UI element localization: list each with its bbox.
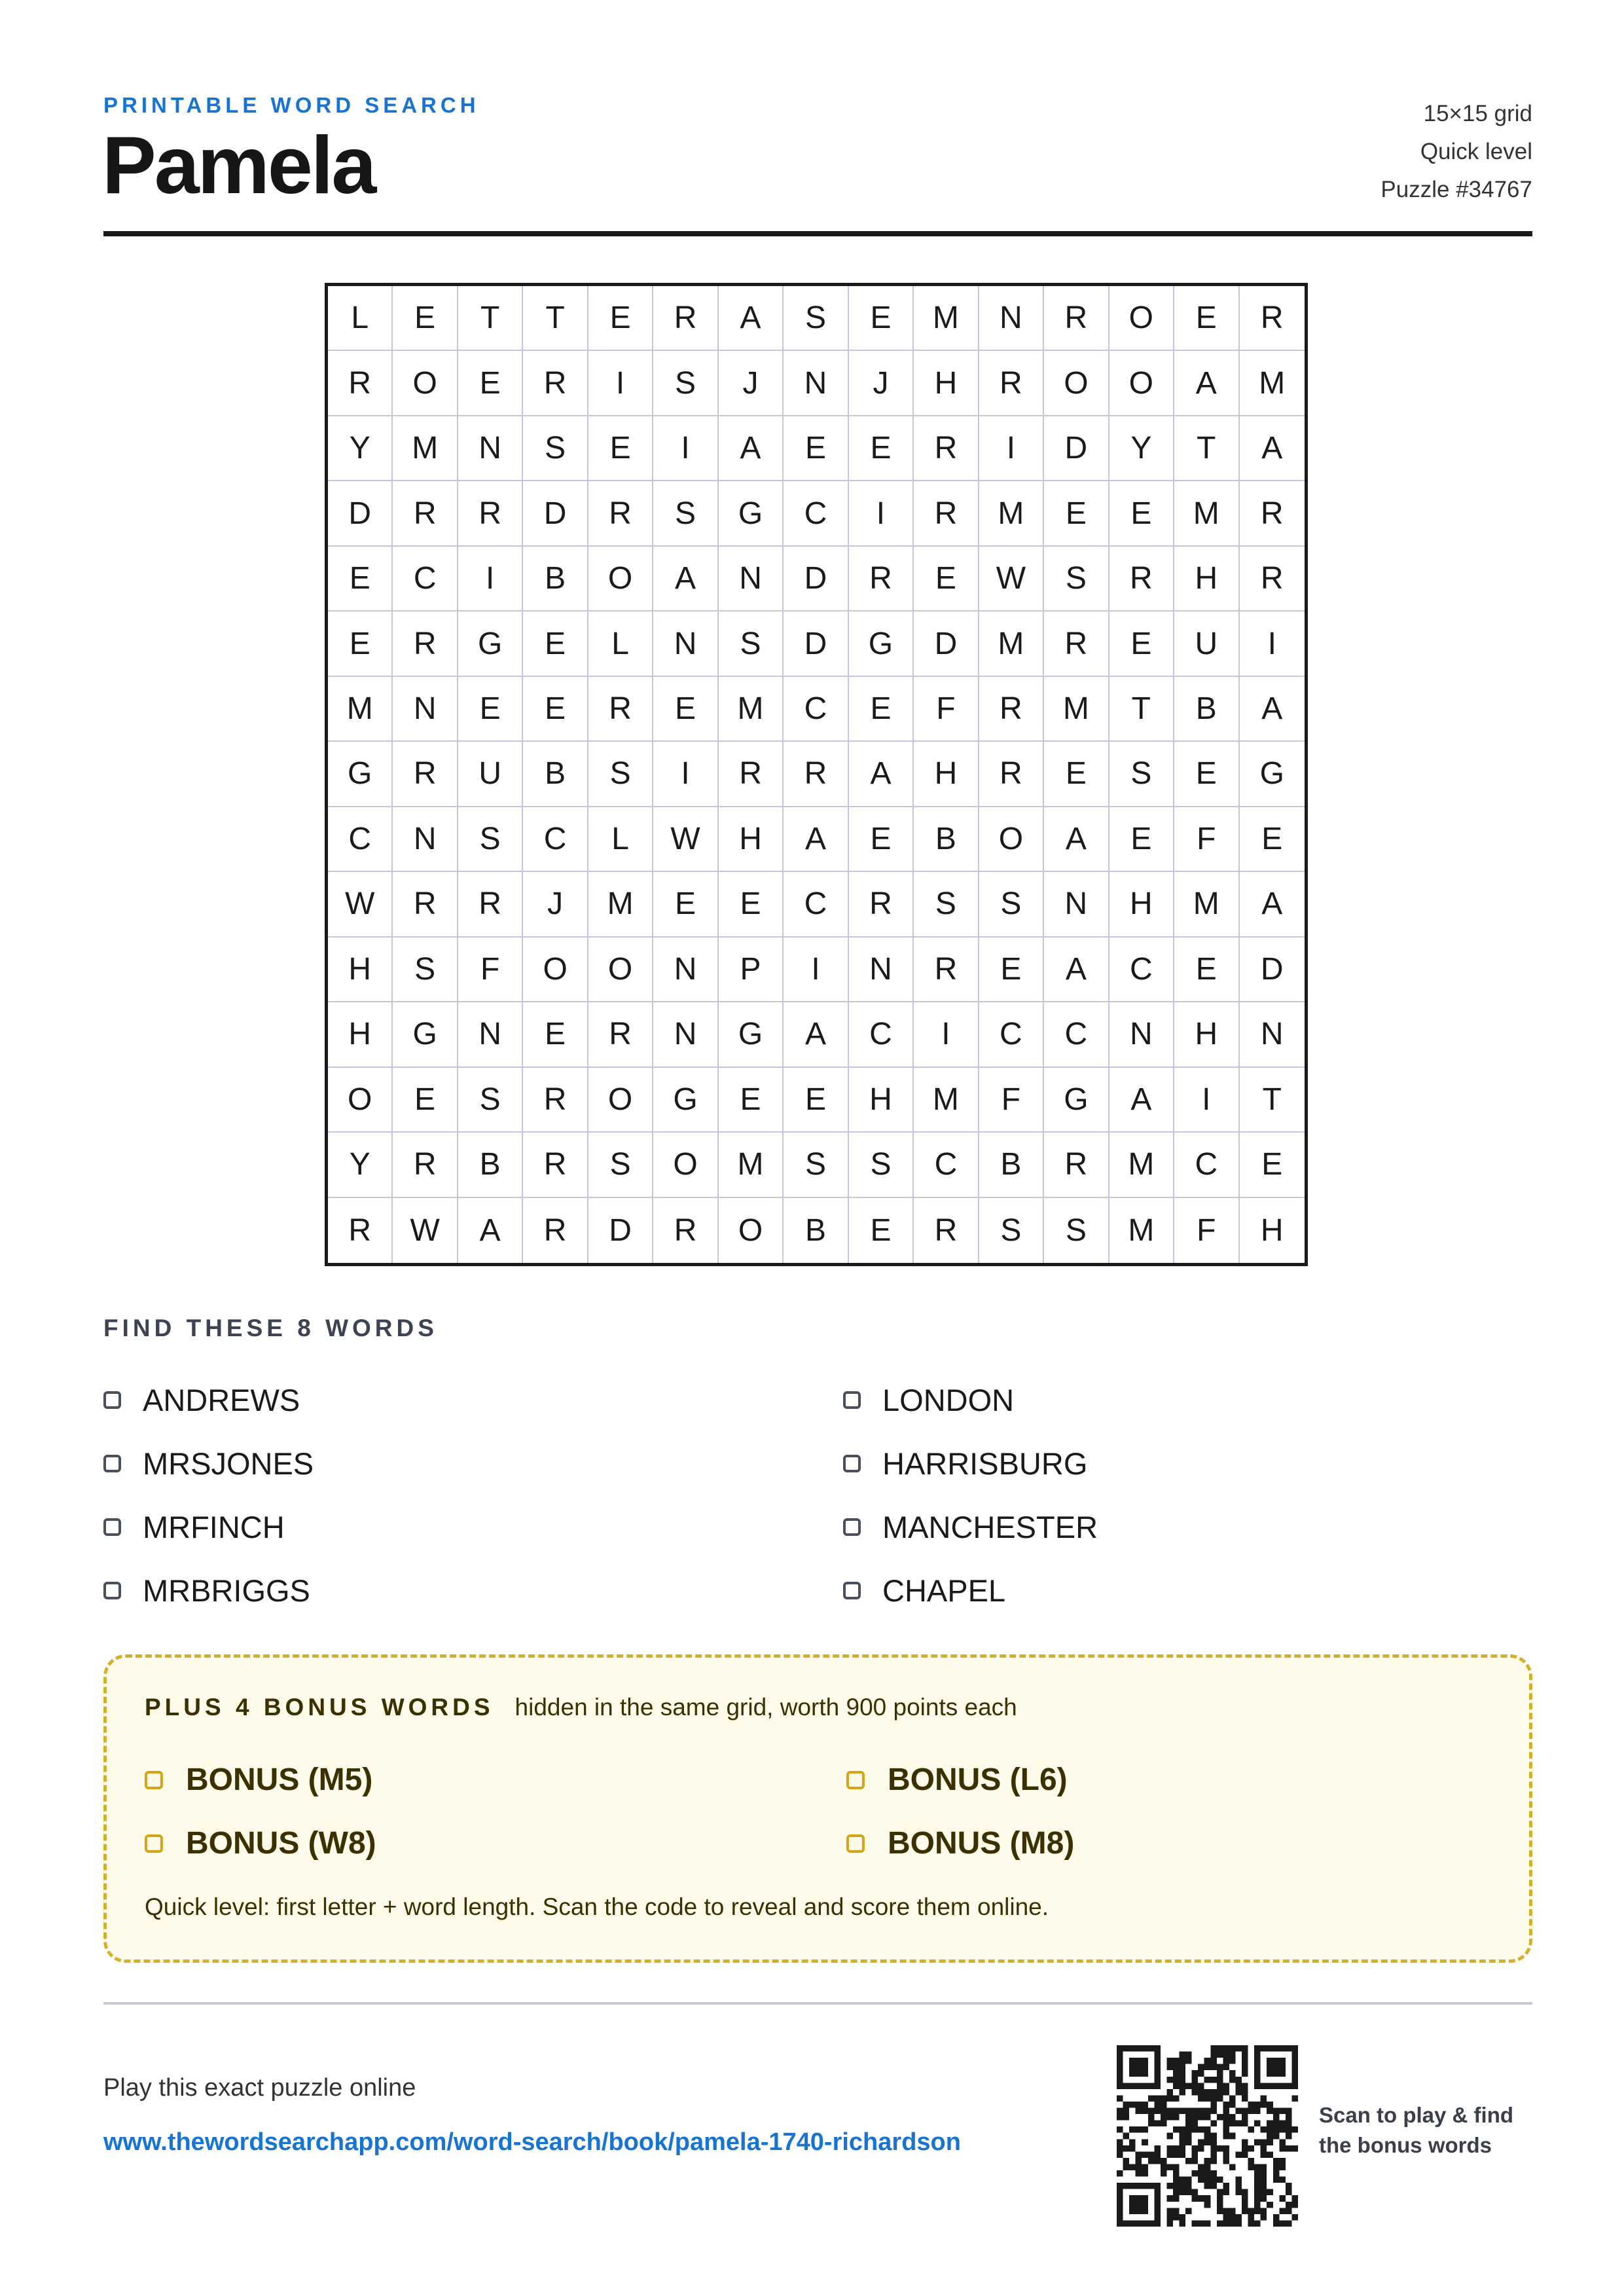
grid-cell[interactable]: C bbox=[784, 481, 848, 546]
grid-cell[interactable]: L bbox=[588, 807, 653, 872]
grid-cell[interactable]: W bbox=[979, 547, 1044, 611]
grid-cell[interactable]: H bbox=[328, 938, 393, 1002]
grid-cell[interactable]: Y bbox=[328, 416, 393, 481]
word-label: HARRISBURG bbox=[882, 1446, 1088, 1481]
grid-cell[interactable]: I bbox=[979, 416, 1044, 481]
grid-cell[interactable]: C bbox=[1174, 1133, 1239, 1197]
grid-cell[interactable]: T bbox=[458, 286, 523, 351]
grid-cell[interactable]: M bbox=[1240, 351, 1305, 416]
grid-cell[interactable]: E bbox=[979, 938, 1044, 1002]
bonus-note: Quick level: first letter + word length. Scan the code to reveal and score them online. bbox=[145, 1893, 1049, 1920]
word-checkbox[interactable] bbox=[843, 1455, 861, 1472]
word-checkbox[interactable] bbox=[103, 1391, 121, 1409]
grid-cell[interactable]: E bbox=[1110, 481, 1174, 546]
grid-cell[interactable]: N bbox=[393, 807, 458, 872]
grid-cell[interactable]: R bbox=[523, 1198, 588, 1263]
grid-cell[interactable]: S bbox=[914, 872, 979, 937]
grid-cell[interactable]: S bbox=[1044, 547, 1109, 611]
grid-cell[interactable]: M bbox=[914, 1068, 979, 1133]
grid-cell[interactable]: N bbox=[393, 677, 458, 742]
grid-cell[interactable]: H bbox=[914, 351, 979, 416]
bonus-word-label: BONUS (M8) bbox=[888, 1826, 1075, 1861]
word-item bbox=[103, 1559, 843, 1622]
bonus-subtitle: hidden in the same grid, worth 900 points each bbox=[514, 1694, 1017, 1721]
grid-cell[interactable]: H bbox=[1260, 1212, 1284, 1248]
grid-cell[interactable]: B bbox=[979, 1133, 1044, 1197]
play-online-label: Play this exact puzzle online bbox=[103, 2074, 416, 2102]
grid-cell[interactable]: N bbox=[653, 938, 718, 1002]
grid-cell[interactable]: E bbox=[588, 416, 653, 481]
grid-cell[interactable]: E bbox=[849, 1198, 914, 1263]
grid-cell[interactable]: R bbox=[1240, 547, 1305, 611]
grid-cell[interactable]: R bbox=[393, 742, 458, 807]
grid-cell[interactable]: T bbox=[1240, 1068, 1305, 1133]
grid-cell[interactable]: R bbox=[914, 416, 979, 481]
grid-cell[interactable]: S bbox=[1110, 742, 1174, 807]
grid-cell[interactable]: S bbox=[979, 1198, 1044, 1263]
grid-cell[interactable]: G bbox=[719, 1002, 784, 1067]
grid-cell[interactable]: G bbox=[458, 611, 523, 676]
grid-cell[interactable]: A bbox=[458, 1198, 523, 1263]
grid-cell[interactable]: M bbox=[588, 872, 653, 937]
grid-cell[interactable]: R bbox=[523, 1068, 588, 1133]
grid-cell[interactable]: E bbox=[393, 1068, 458, 1133]
grid-cell[interactable]: Y bbox=[1110, 416, 1174, 481]
grid-cell[interactable]: U bbox=[458, 742, 523, 807]
grid-cell[interactable]: A bbox=[719, 286, 784, 351]
grid-cell[interactable]: E bbox=[1240, 807, 1305, 872]
grid-cell[interactable]: G bbox=[1044, 1068, 1109, 1133]
bonus-title: PLUS 4 BONUS WORDS bbox=[145, 1694, 494, 1721]
word-checkbox[interactable] bbox=[103, 1518, 121, 1536]
grid-cell[interactable]: M bbox=[719, 1133, 784, 1197]
grid-cell[interactable]: S bbox=[523, 416, 588, 481]
grid-cell[interactable]: E bbox=[1174, 938, 1239, 1002]
grid-cell[interactable]: W bbox=[328, 872, 393, 937]
word-checkbox[interactable] bbox=[843, 1391, 861, 1409]
grid-cell[interactable]: R bbox=[784, 742, 848, 807]
grid-cell[interactable]: E bbox=[523, 677, 588, 742]
grid-cell[interactable]: R bbox=[328, 1198, 393, 1263]
scan-instruction: Scan to play & find the bonus words bbox=[1319, 2103, 1514, 2157]
grid-cell[interactable]: B bbox=[914, 807, 979, 872]
grid-cell[interactable]: N bbox=[1240, 1002, 1305, 1067]
grid-cell[interactable]: I bbox=[588, 351, 653, 416]
grid-cell[interactable]: R bbox=[393, 1133, 458, 1197]
bonus-panel bbox=[103, 1654, 1532, 1963]
grid-cell[interactable]: E bbox=[523, 1002, 588, 1067]
grid-cell[interactable]: T bbox=[1110, 677, 1174, 742]
grid-cell[interactable]: D bbox=[1044, 416, 1109, 481]
grid-cell[interactable]: A bbox=[1240, 416, 1305, 481]
grid-cell[interactable]: O bbox=[1110, 286, 1174, 351]
grid-cell[interactable]: B bbox=[784, 1198, 848, 1263]
grid-cell[interactable]: S bbox=[849, 1133, 914, 1197]
grid-cell[interactable]: R bbox=[914, 481, 979, 546]
grid-cell[interactable]: R bbox=[1044, 286, 1109, 351]
grid-cell[interactable]: E bbox=[588, 286, 653, 351]
grid-cell[interactable]: E bbox=[328, 611, 393, 676]
grid-cell[interactable]: C bbox=[784, 872, 848, 937]
grid-cell[interactable]: M bbox=[1174, 481, 1239, 546]
grid-cell[interactable]: O bbox=[1044, 351, 1109, 416]
bonus-word-item bbox=[145, 1748, 846, 1812]
grid-cell[interactable]: A bbox=[653, 547, 718, 611]
grid-cell[interactable]: E bbox=[1044, 481, 1109, 546]
puzzle-meta bbox=[1380, 95, 1532, 209]
bonus-word-label: BONUS (W8) bbox=[186, 1826, 376, 1861]
grid-cell[interactable]: E bbox=[914, 547, 979, 611]
bonus-checkbox[interactable] bbox=[145, 1834, 163, 1853]
grid-cell[interactable]: I bbox=[653, 416, 718, 481]
grid-cell[interactable]: E bbox=[849, 286, 914, 351]
puzzle-url-link[interactable]: www.thewordsearchapp.com/word-search/book/pamela-1740-richardson bbox=[103, 2128, 961, 2156]
grid-cell[interactable]: G bbox=[719, 481, 784, 546]
grid-cell[interactable]: S bbox=[979, 872, 1044, 937]
grid-cell[interactable]: A bbox=[719, 416, 784, 481]
grid-cell[interactable]: E bbox=[1110, 807, 1174, 872]
word-label: MRBRIGGS bbox=[143, 1573, 310, 1608]
grid-cell[interactable]: R bbox=[1044, 611, 1109, 676]
grid-cell[interactable]: R bbox=[458, 872, 523, 937]
grid-cell[interactable]: R bbox=[588, 1002, 653, 1067]
grid-cell[interactable]: I bbox=[914, 1002, 979, 1067]
grid-cell[interactable]: J bbox=[523, 872, 588, 937]
grid-cell[interactable]: D bbox=[588, 1198, 653, 1263]
word-label: ANDREWS bbox=[143, 1383, 300, 1417]
grid-cell[interactable]: D bbox=[914, 611, 979, 676]
grid-cell[interactable]: R bbox=[393, 611, 458, 676]
grid-cell[interactable]: I bbox=[1240, 611, 1305, 676]
grid-cell[interactable]: R bbox=[393, 872, 458, 937]
grid-cell[interactable]: O bbox=[719, 1198, 784, 1263]
grid-cell[interactable]: A bbox=[1044, 807, 1109, 872]
grid-cell[interactable]: D bbox=[328, 481, 393, 546]
bonus-word-label: BONUS (L6) bbox=[888, 1762, 1068, 1797]
grid-cell[interactable]: M bbox=[1174, 872, 1239, 937]
bonus-word-item bbox=[846, 1812, 1174, 1875]
grid-cell[interactable]: A bbox=[784, 1002, 848, 1067]
grid-cell[interactable]: M bbox=[979, 611, 1044, 676]
page-title: Pamela bbox=[102, 120, 375, 211]
grid-cell[interactable]: E bbox=[458, 677, 523, 742]
grid-cell[interactable]: S bbox=[719, 611, 784, 676]
grid-cell[interactable]: P bbox=[719, 938, 784, 1002]
grid-cell[interactable]: E bbox=[653, 872, 718, 937]
word-item bbox=[843, 1432, 1151, 1495]
grid-cell[interactable]: M bbox=[979, 481, 1044, 546]
footer-divider bbox=[103, 2002, 1532, 2005]
grid-cell[interactable]: S bbox=[588, 1133, 653, 1197]
grid-cell[interactable]: E bbox=[784, 416, 848, 481]
kicker-label: PRINTABLE WORD SEARCH bbox=[103, 93, 480, 117]
grid-cell[interactable]: H bbox=[1110, 872, 1174, 937]
grid-cell[interactable]: O bbox=[588, 547, 653, 611]
grid-cell[interactable]: U bbox=[1174, 611, 1239, 676]
word-label: MRFINCH bbox=[143, 1510, 285, 1544]
grid-cell[interactable]: S bbox=[784, 1133, 848, 1197]
grid-cell[interactable]: M bbox=[1110, 1198, 1174, 1263]
grid-cell[interactable]: A bbox=[1240, 677, 1305, 742]
grid-cell[interactable]: C bbox=[914, 1133, 979, 1197]
grid-cell[interactable]: M bbox=[719, 677, 784, 742]
grid-cell[interactable]: D bbox=[523, 481, 588, 546]
grid-cell[interactable]: E bbox=[784, 1068, 848, 1133]
grid-cell[interactable]: H bbox=[1174, 547, 1239, 611]
grid-cell[interactable]: L bbox=[588, 611, 653, 676]
grid-cell[interactable]: N bbox=[719, 547, 784, 611]
word-label: LONDON bbox=[882, 1383, 1015, 1417]
grid-cell[interactable]: R bbox=[849, 547, 914, 611]
grid-cell[interactable]: O bbox=[979, 807, 1044, 872]
grid-cell[interactable]: C bbox=[1110, 938, 1174, 1002]
grid-cell[interactable]: R bbox=[914, 938, 979, 1002]
grid-cell[interactable]: A bbox=[849, 742, 914, 807]
level-label: Quick level bbox=[1420, 139, 1532, 164]
grid-cell[interactable]: I bbox=[784, 938, 848, 1002]
grid-cell[interactable]: G bbox=[328, 742, 393, 807]
grid-cell[interactable]: A bbox=[1110, 1068, 1174, 1133]
grid-cell[interactable]: C bbox=[523, 807, 588, 872]
grid-cell[interactable]: F bbox=[1174, 1198, 1239, 1263]
grid-cell[interactable]: R bbox=[328, 351, 393, 416]
bonus-word-item bbox=[846, 1748, 1174, 1812]
bonus-word-item bbox=[145, 1812, 846, 1875]
grid-cell[interactable]: O bbox=[393, 351, 458, 416]
word-checkbox[interactable] bbox=[103, 1455, 121, 1472]
grid-cell[interactable]: T bbox=[523, 286, 588, 351]
grid-cell[interactable]: O bbox=[1110, 351, 1174, 416]
grid-cell[interactable]: E bbox=[393, 286, 458, 351]
grid-cell[interactable]: R bbox=[979, 677, 1044, 742]
word-item bbox=[103, 1432, 843, 1495]
grid-cell[interactable]: E bbox=[328, 547, 393, 611]
puzzle-number-label: Puzzle #34767 bbox=[1380, 177, 1532, 202]
grid-cell[interactable]: H bbox=[719, 807, 784, 872]
letter-grid bbox=[325, 283, 1308, 1266]
grid-cell[interactable]: R bbox=[1110, 547, 1174, 611]
grid-cell[interactable]: I bbox=[1174, 1068, 1239, 1133]
grid-cell[interactable]: N bbox=[979, 286, 1044, 351]
grid-cell[interactable]: A bbox=[1174, 351, 1239, 416]
grid-size-label: 15×15 grid bbox=[1423, 101, 1532, 126]
grid-cell[interactable]: E bbox=[849, 807, 914, 872]
grid-cell[interactable]: H bbox=[914, 742, 979, 807]
grid-cell[interactable]: N bbox=[653, 611, 718, 676]
grid-cell[interactable]: N bbox=[1110, 1002, 1174, 1067]
bonus-checkbox[interactable] bbox=[846, 1771, 865, 1789]
grid-cell[interactable]: R bbox=[458, 481, 523, 546]
grid-cell[interactable]: R bbox=[588, 481, 653, 546]
grid-cell[interactable]: R bbox=[1240, 481, 1305, 546]
bonus-checkbox[interactable] bbox=[145, 1771, 163, 1789]
grid-cell[interactable]: R bbox=[653, 1198, 718, 1263]
word-item bbox=[103, 1495, 843, 1559]
grid-cell[interactable]: E bbox=[1110, 611, 1174, 676]
grid-cell[interactable]: R bbox=[1044, 1133, 1109, 1197]
grid-cell[interactable]: G bbox=[653, 1068, 718, 1133]
grid-cell[interactable]: C bbox=[849, 1002, 914, 1067]
word-item bbox=[103, 1368, 843, 1432]
grid-cell[interactable]: D bbox=[784, 611, 848, 676]
grid-cell[interactable]: R bbox=[653, 286, 718, 351]
grid-cell[interactable]: S bbox=[458, 807, 523, 872]
grid-cell[interactable]: M bbox=[393, 416, 458, 481]
grid-cell[interactable]: B bbox=[1174, 677, 1239, 742]
grid-cell[interactable]: H bbox=[1174, 1002, 1239, 1067]
grid-cell[interactable]: C bbox=[328, 807, 393, 872]
grid-cell[interactable]: B bbox=[523, 547, 588, 611]
grid-cell[interactable]: F bbox=[1174, 807, 1239, 872]
grid-cell[interactable]: C bbox=[393, 547, 458, 611]
grid-cell[interactable]: N bbox=[458, 1002, 523, 1067]
grid-cell[interactable]: S bbox=[588, 742, 653, 807]
grid-cell[interactable]: M bbox=[1110, 1133, 1174, 1197]
grid-cell[interactable]: R bbox=[523, 1133, 588, 1197]
grid-cell[interactable]: O bbox=[588, 938, 653, 1002]
grid-cell[interactable]: C bbox=[979, 1002, 1044, 1067]
grid-cell[interactable]: C bbox=[1044, 1002, 1109, 1067]
grid-cell[interactable]: S bbox=[784, 286, 848, 351]
word-label: MANCHESTER bbox=[882, 1510, 1098, 1544]
grid-cell[interactable]: S bbox=[458, 1068, 523, 1133]
grid-cell[interactable]: E bbox=[653, 677, 718, 742]
word-checkbox[interactable] bbox=[103, 1582, 121, 1599]
grid-cell[interactable]: N bbox=[784, 351, 848, 416]
grid-cell[interactable]: G bbox=[1240, 742, 1305, 807]
grid-cell[interactable]: L bbox=[328, 286, 393, 351]
grid-cell[interactable]: R bbox=[979, 742, 1044, 807]
grid-cell[interactable]: J bbox=[849, 351, 914, 416]
grid-cell[interactable]: R bbox=[914, 1198, 979, 1263]
grid-cell[interactable]: W bbox=[393, 1198, 458, 1263]
word-label: CHAPEL bbox=[882, 1573, 1006, 1608]
grid-cell[interactable]: M bbox=[1044, 677, 1109, 742]
find-words-heading: FIND THESE 8 WORDS bbox=[103, 1315, 438, 1341]
grid-cell[interactable]: R bbox=[393, 481, 458, 546]
footer-link-block bbox=[103, 2074, 981, 2164]
grid-cell[interactable]: E bbox=[719, 872, 784, 937]
grid-cell[interactable]: E bbox=[849, 677, 914, 742]
grid-cell[interactable]: N bbox=[1044, 872, 1109, 937]
grid-cell[interactable]: E bbox=[1174, 742, 1239, 807]
grid-cell[interactable]: N bbox=[458, 416, 523, 481]
grid-cell[interactable]: H bbox=[328, 1002, 393, 1067]
bonus-word-label: BONUS (M5) bbox=[186, 1762, 373, 1797]
grid-cell[interactable]: I bbox=[458, 547, 523, 611]
grid-cell[interactable]: B bbox=[458, 1133, 523, 1197]
grid-cell[interactable]: E bbox=[1240, 1133, 1305, 1197]
grid-cell[interactable]: O bbox=[328, 1068, 393, 1133]
grid-cell[interactable]: S bbox=[653, 351, 718, 416]
grid-cell[interactable]: W bbox=[653, 807, 718, 872]
grid-cell[interactable]: G bbox=[393, 1002, 458, 1067]
header-divider bbox=[103, 231, 1532, 236]
grid-cell[interactable]: M bbox=[914, 286, 979, 351]
grid-cell[interactable]: S bbox=[1044, 1198, 1109, 1263]
grid-cell[interactable]: G bbox=[849, 611, 914, 676]
grid-cell[interactable]: I bbox=[653, 742, 718, 807]
grid-cell[interactable]: M bbox=[328, 677, 393, 742]
grid-cell[interactable]: O bbox=[588, 1068, 653, 1133]
grid-cell[interactable]: F bbox=[914, 677, 979, 742]
grid-cell[interactable]: F bbox=[979, 1068, 1044, 1133]
grid-cell[interactable]: O bbox=[523, 938, 588, 1002]
grid-cell[interactable]: F bbox=[458, 938, 523, 1002]
word-label: MRSJONES bbox=[143, 1446, 314, 1481]
grid-cell[interactable]: J bbox=[719, 351, 784, 416]
grid-cell[interactable]: E bbox=[849, 416, 914, 481]
grid-cell[interactable]: N bbox=[849, 938, 914, 1002]
grid-cell[interactable]: O bbox=[653, 1133, 718, 1197]
grid-cell[interactable]: I bbox=[849, 481, 914, 546]
grid-cell[interactable]: A bbox=[1240, 872, 1305, 937]
grid-cell[interactable]: N bbox=[653, 1002, 718, 1067]
grid-cell[interactable]: T bbox=[1174, 416, 1239, 481]
grid-cell[interactable]: S bbox=[393, 938, 458, 1002]
word-item bbox=[843, 1368, 1151, 1432]
word-list bbox=[103, 1368, 1151, 1622]
grid-cell[interactable]: E bbox=[1174, 286, 1239, 351]
grid-cell[interactable]: A bbox=[1044, 938, 1109, 1002]
grid-cell[interactable]: R bbox=[849, 872, 914, 937]
grid-cell[interactable]: E bbox=[458, 351, 523, 416]
grid-cell[interactable]: A bbox=[784, 807, 848, 872]
grid-cell[interactable]: B bbox=[523, 742, 588, 807]
grid-cell[interactable]: S bbox=[653, 481, 718, 546]
word-item bbox=[843, 1559, 1151, 1622]
grid-cell[interactable]: E bbox=[1044, 742, 1109, 807]
qr-code-icon[interactable] bbox=[1113, 2041, 1302, 2231]
bonus-header bbox=[145, 1694, 1017, 1721]
grid-cell[interactable]: C bbox=[784, 677, 848, 742]
grid-cell[interactable]: D bbox=[1240, 938, 1305, 1002]
grid-cell[interactable]: Y bbox=[328, 1133, 393, 1197]
word-checkbox[interactable] bbox=[843, 1582, 861, 1599]
grid-cell[interactable]: R bbox=[979, 351, 1044, 416]
word-item bbox=[843, 1495, 1151, 1559]
grid-cell[interactable]: R bbox=[523, 351, 588, 416]
word-checkbox[interactable] bbox=[843, 1518, 861, 1536]
grid-cell[interactable]: R bbox=[719, 742, 784, 807]
grid-cell[interactable]: H bbox=[849, 1068, 914, 1133]
grid-cell[interactable]: E bbox=[719, 1068, 784, 1133]
bonus-checkbox[interactable] bbox=[846, 1834, 865, 1853]
grid-cell[interactable]: R bbox=[1240, 286, 1305, 351]
bonus-word-list bbox=[145, 1748, 1192, 1875]
grid-cell[interactable]: D bbox=[784, 547, 848, 611]
grid-cell[interactable]: E bbox=[523, 611, 588, 676]
grid-cell[interactable]: R bbox=[588, 677, 653, 742]
